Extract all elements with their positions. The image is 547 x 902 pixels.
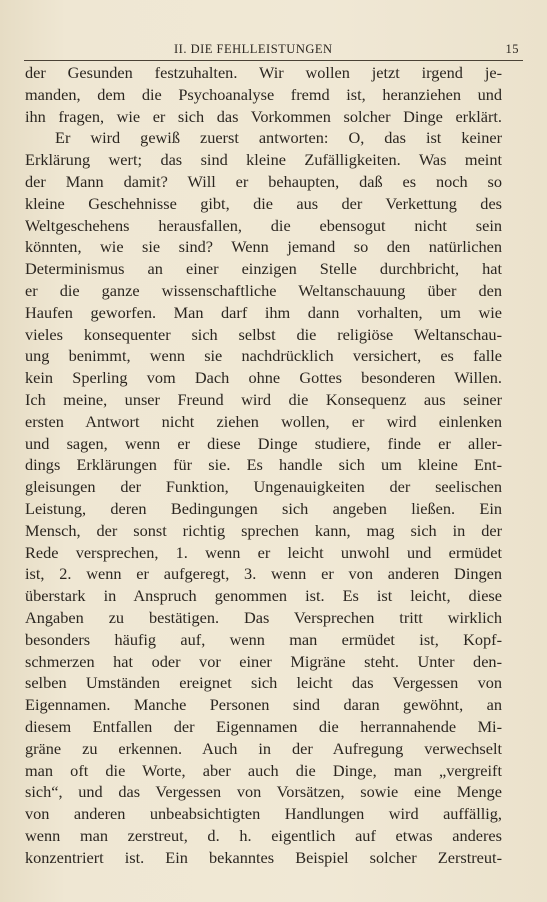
text-line: kleine Geschehnisse gibt, die aus der Verkettung des bbox=[25, 193, 502, 213]
chapter-title: II. DIE FEHLLEISTUNGEN bbox=[174, 42, 333, 56]
text-line: könnten, wie sie sind? Wenn jemand so den natürlichen bbox=[25, 237, 502, 257]
text-line: Erklärung wert; das sind kleine Zufälligkeiten. Was meint bbox=[25, 150, 502, 170]
text-line: Rede versprechen, 1. wenn er leicht unwohl und ermüdet bbox=[25, 542, 502, 562]
text-line: und sagen, wenn er diese Dinge studiere, finde er aller- bbox=[25, 433, 502, 453]
text-line: besonders häufig auf, wenn man ermüdet ist, Kopf- bbox=[25, 629, 502, 649]
text-line: dings Erklärungen für sie. Es handle sich um kleine Ent- bbox=[25, 455, 502, 475]
body-text bbox=[25, 62, 502, 868]
text-line: vieles konsequenter sich selbst die religiöse Weltanschau- bbox=[25, 324, 502, 344]
text-line: Ich meine, unser Freund wird die Konsequenz aus seiner bbox=[25, 389, 502, 409]
text-line: ersten Antwort nicht ziehen wollen, er wird einlenken bbox=[25, 411, 502, 431]
text-line: der Gesunden festzuhalten. Wir wollen jetzt irgend je- bbox=[25, 63, 502, 82]
text-line: wenn man zerstreut, d. h. eigentlich auf etwas anderes bbox=[25, 825, 502, 845]
text-line: Er wird gewiß zuerst antworten: O, das ist keiner bbox=[55, 128, 502, 148]
text-line: ist, 2. wenn er aufgeregt, 3. wenn er von anderen Dingen bbox=[25, 564, 502, 584]
text-line: selben Umständen ereignet sich leicht das Vergessen von bbox=[25, 673, 502, 693]
text-line: manden, dem die Psychoanalyse fremd ist, heranziehen und bbox=[25, 84, 502, 104]
text-line: von anderen unbeabsichtigten Handlungen wird auffällig, bbox=[25, 804, 502, 824]
text-line: schmerzen hat oder vor einer Migräne steht. Unter den- bbox=[25, 651, 502, 671]
text-line: Mensch, der sonst richtig sprechen kann, mag sich in der bbox=[25, 520, 502, 540]
text-line: ung benimmt, wenn sie nachdrücklich versichert, es falle bbox=[25, 346, 502, 366]
text-line: er die ganze wissenschaftliche Weltanschauung über den bbox=[25, 280, 502, 300]
text-line: Eigennamen. Manche Personen sind daran gewöhnt, an bbox=[25, 695, 502, 715]
text-line: kein Sperling vom Dach ohne Gottes besonderen Willen. bbox=[25, 368, 502, 388]
page-number: 15 bbox=[505, 42, 519, 56]
text-line: ihn fragen, wie er sich das Vorkommen solcher Dinge erklärt. bbox=[25, 106, 502, 126]
text-line: diesem Entfallen der Eigennamen die herrannahende Mi- bbox=[25, 716, 502, 736]
text-line: der Mann damit? Will er behaupten, daß es noch so bbox=[25, 171, 502, 191]
text-line: Determinismus an einer einzigen Stelle durchbricht, hat bbox=[25, 259, 502, 279]
text-line: gleisungen der Funktion, Ungenauigkeiten der seelischen bbox=[25, 477, 502, 497]
text-line: Haufen geworfen. Man darf ihm dann vorhalten, um wie bbox=[25, 302, 502, 322]
text-line: gräne zu erkennen. Auch in der Aufregung verwechselt bbox=[25, 738, 502, 758]
text-line: sich“, und das Vergessen von Vorsätzen, sowie eine Menge bbox=[25, 782, 502, 802]
text-line: man oft die Worte, aber auch die Dinge, man „vergreift bbox=[25, 760, 502, 780]
text-line: überstark in Anspruch genommen ist. Es ist leicht, diese bbox=[25, 586, 502, 606]
text-line: konzentriert ist. Ein bekanntes Beispiel solcher Zerstreut- bbox=[25, 847, 502, 867]
text-line: Leistung, deren Bedingungen sich angeben ließen. Ein bbox=[25, 498, 502, 518]
running-header bbox=[24, 40, 523, 58]
text-line: Angaben zu bestätigen. Das Versprechen tritt wirklich bbox=[25, 607, 502, 627]
header-rule bbox=[24, 60, 523, 61]
text-line: Weltgeschehens herausfallen, die ebensogut nicht sein bbox=[25, 215, 502, 235]
